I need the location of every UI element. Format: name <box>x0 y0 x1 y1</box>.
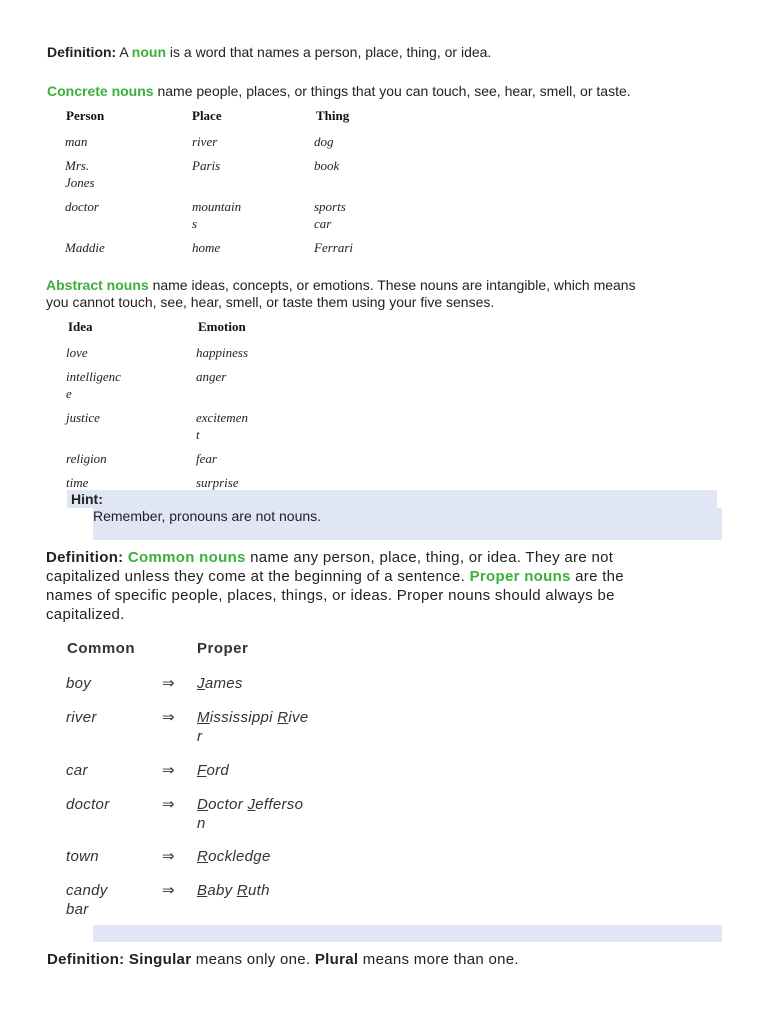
proper-noun-rest: ord <box>206 762 230 779</box>
concrete-nouns-intro: Concrete nouns name people, places, or things that you can touch, see, hear, smell, or taste. <box>47 83 631 99</box>
abstract-cell-emotion: happiness <box>196 345 248 360</box>
concrete-header-place: Place <box>192 108 222 123</box>
abstract-cell-idea: time <box>66 475 89 490</box>
singular-plural-definition: Definition: Singular means only one. Plural means more than one. <box>47 951 519 968</box>
proper-noun <box>197 674 243 693</box>
concrete-cell-place: mountain s <box>192 199 242 231</box>
capital-letter: J <box>197 675 205 692</box>
abstract-cell-idea: intelligenc e <box>66 369 121 401</box>
right-arrow-icon: ⇒ <box>162 762 175 779</box>
concrete-cell-thing: dog <box>314 134 334 149</box>
capital-letter: J <box>247 796 256 813</box>
capital-letter: R <box>197 848 209 865</box>
common-noun: river <box>66 709 97 726</box>
capital-letter: M <box>197 709 210 726</box>
concrete-cell-thing: Ferrari <box>314 240 353 255</box>
capital-letter: F <box>197 762 207 779</box>
proper-noun-rest: ockledge <box>208 848 271 865</box>
common-header: Common <box>67 640 135 657</box>
hint-text: Remember, pronouns are not nouns. <box>93 508 322 524</box>
proper-noun <box>197 847 271 866</box>
proper-nouns-term: Proper nouns <box>469 568 571 585</box>
abstract-header-emotion: Emotion <box>198 319 246 334</box>
proper-noun-rest: uth <box>248 882 270 899</box>
concrete-cell-person: doctor <box>65 199 99 214</box>
def2-line2: capitalized unless they come at the beginning of a sentence. Proper nouns are the <box>46 568 624 585</box>
common-nouns-term: Common nouns <box>127 549 246 566</box>
def2-line4: capitalized. <box>46 606 125 623</box>
proper-noun-rest: octor <box>208 796 248 813</box>
concrete-cell-place: Paris <box>192 158 221 173</box>
definition-label: Definition: <box>47 44 117 60</box>
concrete-cell-person: Maddie <box>65 240 105 255</box>
capital-letter: R <box>277 709 289 726</box>
capital-letter: B <box>197 882 208 899</box>
concrete-cell-person: man <box>65 134 88 149</box>
def2-line1: Definition: Common nouns name any person, place, thing, or idea. They are not <box>46 549 614 566</box>
common-noun: car <box>66 762 88 779</box>
right-arrow-icon: ⇒ <box>162 848 175 865</box>
common-noun: doctor <box>66 796 110 813</box>
concrete-cell-thing: book <box>314 158 340 173</box>
right-arrow-icon: ⇒ <box>162 709 175 726</box>
abstract-cell-emotion: surprise <box>196 475 239 490</box>
proper-noun-rest: aby <box>207 882 237 899</box>
concrete-cell-place: home <box>192 240 221 255</box>
right-arrow-icon: ⇒ <box>162 882 175 899</box>
common-noun: town <box>66 848 99 865</box>
noun-definition: Definition: A noun is a word that names a person, place, thing, or idea. <box>47 44 492 60</box>
proper-noun <box>197 761 229 780</box>
section-band <box>93 925 722 942</box>
proper-noun <box>197 881 270 900</box>
abstract-cell-idea: love <box>66 345 88 360</box>
proper-noun-rest: efferso n <box>197 796 304 832</box>
capital-letter: R <box>236 882 249 899</box>
abstract-cell-emotion: excitemen t <box>196 410 248 442</box>
abstract-nouns-term: Abstract nouns <box>46 277 149 293</box>
proper-noun-rest: ississippi <box>209 709 278 726</box>
proper-noun-rest: ive r <box>197 709 309 745</box>
concrete-cell-place: river <box>192 134 218 149</box>
right-arrow-icon: ⇒ <box>162 796 175 813</box>
concrete-header-thing: Thing <box>316 108 350 123</box>
common-noun: boy <box>66 675 92 692</box>
right-arrow-icon: ⇒ <box>162 675 175 692</box>
concrete-cell-thing: sports car <box>314 199 346 231</box>
def2-line3: names of specific people, places, things, or ideas. Proper nouns should always be <box>46 587 615 604</box>
abstract-cell-idea: justice <box>66 410 100 425</box>
proper-noun <box>197 795 303 833</box>
concrete-header-person: Person <box>66 108 105 123</box>
abstract-header-idea: Idea <box>68 319 93 334</box>
abstract-cell-emotion: anger <box>196 369 227 384</box>
concrete-cell-person: Mrs. Jones <box>65 158 95 190</box>
abstract-cell-emotion: fear <box>196 451 217 466</box>
abstract-nouns-intro-line2: you cannot touch, see, hear, smell, or taste them using your five senses. <box>46 294 495 310</box>
proper-noun <box>197 708 309 746</box>
hint-title: Hint: <box>71 491 103 507</box>
abstract-nouns-intro: Abstract nouns name ideas, concepts, or emotions. These nouns are intangible, which means <box>46 277 636 293</box>
proper-header: Proper <box>197 640 249 657</box>
singular-term: Singular <box>128 951 192 968</box>
noun-term: noun <box>131 44 167 60</box>
common-noun: candy bar <box>66 882 108 918</box>
capital-letter: D <box>197 796 209 813</box>
plural-term: Plural <box>314 951 359 968</box>
concrete-nouns-term: Concrete nouns <box>47 83 154 99</box>
abstract-cell-idea: religion <box>66 451 107 466</box>
proper-noun-rest: ames <box>204 675 243 692</box>
